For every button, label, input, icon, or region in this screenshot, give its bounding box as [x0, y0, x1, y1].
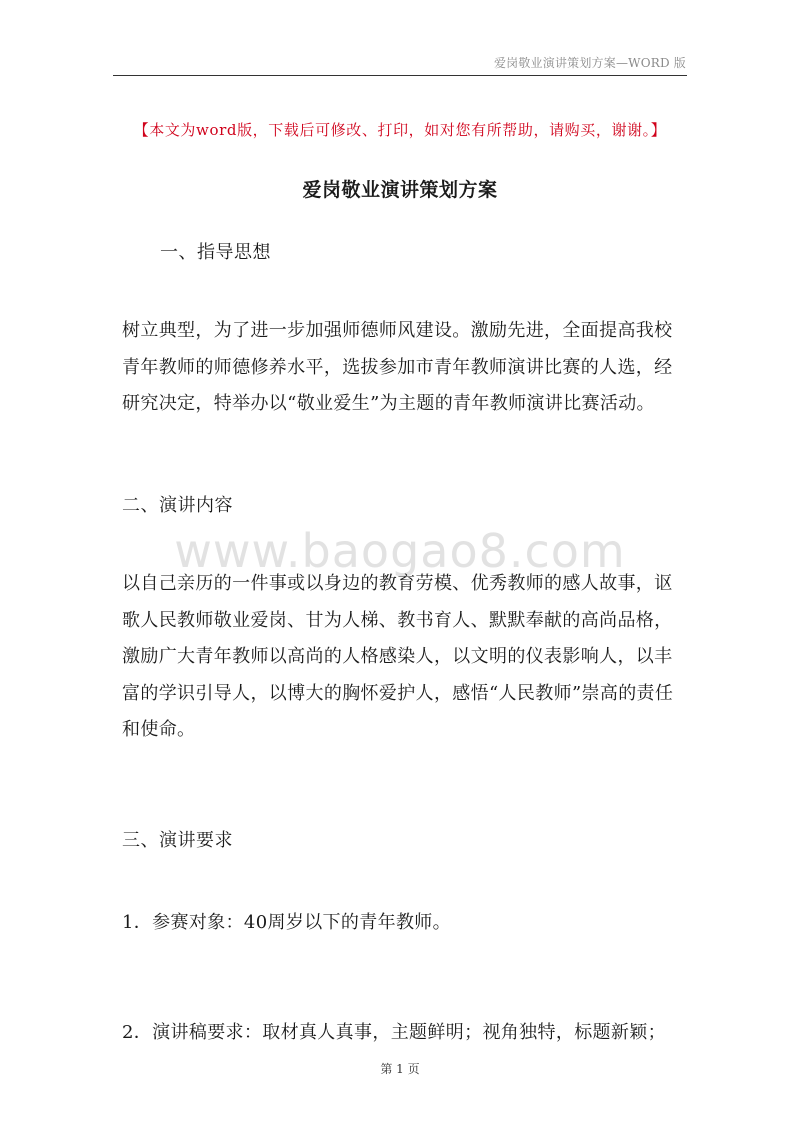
page-number: 第 1 页: [380, 1062, 420, 1076]
requirement-item-manuscript: 2．演讲稿要求：取材真人真事，主题鲜明；视角独特，标题新颖；: [122, 1022, 666, 1043]
section-paragraph-speech-content: 以自己亲历的一件事或以身边的教育劳模、优秀教师的感人故事，讴歌人民教师敬业爱岗、甘为人梯、教书育人、默默奉献的高尚品格，激励广大青年教师以高尚的人格感染人，以文明的仪表影响人，以丰富的学识引导人，以博大的胸怀爱护人，感悟“人民教师”崇高的责任和使命。: [122, 573, 674, 740]
section-heading-speech-content: 二、演讲内容: [122, 495, 233, 516]
document-title: 爱岗敬业演讲策划方案: [302, 179, 498, 201]
header-divider: [113, 75, 687, 76]
running-header: 爱岗敬业演讲策划方案—WORD 版: [493, 56, 686, 70]
section-heading-guiding-ideology: 一、指导思想: [160, 242, 271, 263]
purchase-notice: 【本文为word版，下载后可修改、打印，如对您有所帮助，请购买，谢谢。】: [133, 121, 667, 139]
site-watermark: www.baogao8.com: [174, 524, 626, 578]
section-heading-speech-requirements: 三、演讲要求: [122, 830, 233, 851]
section-paragraph-guiding-ideology: 树立典型，为了进一步加强师德师风建设。激励先进，全面提高我校青年教师的师德修养水平，选拔参加市青年教师演讲比赛的人选，经研究决定，特举办以“敬业爱生”为主题的青年教师演讲比赛活动。: [122, 320, 673, 414]
requirement-item-participants: 1．参赛对象：40周岁以下的青年教师。: [122, 912, 452, 933]
